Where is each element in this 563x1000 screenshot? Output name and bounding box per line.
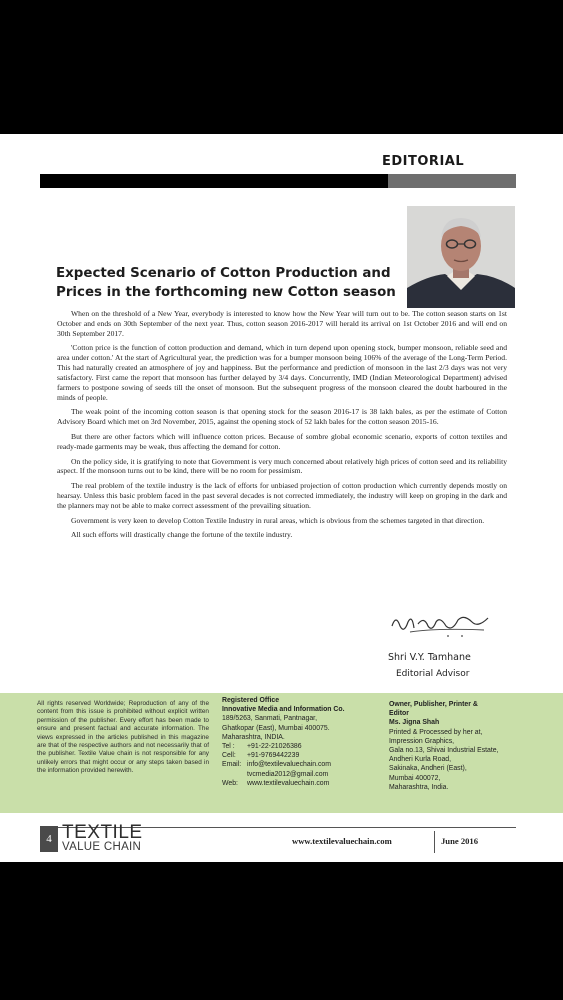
magazine-page — [0, 134, 563, 862]
cell-value: +91-9769442239 — [247, 752, 300, 760]
owner-line: Printed & Processed by her at, — [389, 728, 483, 736]
owner-block — [389, 700, 529, 792]
author-name: Shri V.Y. Tamhane — [388, 652, 471, 663]
article-paragraph: The real problem of the textile industry is the lack of efforts for unbiased projection of cotton production which currently depends mostly on hearsay. Unless this basic problem faced in the past several decades is not corrected immediately, the industry will keep on groping in the dark and the planners may not be able to make correct assessment of the prevailing situation. — [57, 481, 507, 510]
address-line: Maharashtra, INDIA. — [222, 733, 285, 741]
author-photo — [407, 206, 515, 308]
author-title: Editorial Advisor — [396, 669, 470, 679]
email-row — [222, 760, 382, 769]
cell-label: Cell: — [222, 752, 236, 760]
owner-line: Mumbai 400072, — [389, 774, 441, 782]
issue-date: June 2016 — [441, 836, 479, 846]
footer-separator — [434, 831, 435, 853]
article-paragraph: Government is very keen to develop Cotton Textile Industry in rural areas, which is obvious from the schemes targeted in that direction. — [71, 515, 485, 525]
page-number: 4 — [40, 826, 58, 852]
company-name: Innovative Media and Information Co. — [222, 706, 345, 714]
article-paragraph: All such efforts will drastically change the fortune of the textile industry. — [71, 530, 293, 540]
article-paragraph: But there are other factors which will influence cotton prices. Because of sombre global economic scenario, exports of cotton textiles and ready-made garments may be weak, thus affecting the demand for cotton. — [57, 431, 507, 451]
article-paragraph: The weak point of the incoming cotton season is that opening stock for the season 2016-17 is 38 lakh bales, as per the estimate of Cotton Advisory Board which met on 3rd November, 2015, against the opening stock of 52 lakh bales for the cotton season 2015-16. — [57, 407, 507, 427]
article-title-line: Prices in the forthcoming new Cotton season — [56, 285, 396, 300]
logo-wordmark: TEXTILE — [62, 822, 143, 843]
web-row — [222, 779, 382, 788]
email-value[interactable]: info@textilevaluechain.com — [247, 761, 331, 769]
owner-line: Andheri Kurla Road, — [389, 756, 452, 764]
footer-url[interactable]: www.textilevaluechain.com — [292, 836, 392, 846]
cell-row — [222, 751, 382, 760]
handwritten-signature — [388, 606, 498, 645]
tel-row — [222, 742, 382, 751]
article-body — [57, 309, 507, 545]
address-line: 189/5263, Sanmati, Pantnagar, — [222, 715, 318, 723]
owner-line: Maharashtra, India. — [389, 783, 449, 791]
owner-line: Sakinaka, Andheri (East), — [389, 765, 467, 773]
tel-value: +91-22-21026386 — [247, 743, 302, 751]
section-heading: EDITORIAL — [382, 154, 465, 169]
article-paragraph: When on the threshold of a New Year, everybody is interested to know how the New Year will turn out to be. The cotton season starts on 1st October and ends on 30th September of the next year. Thus, cotton season 2016-2017 will herald its arrival on 1st October 2016 and will end on 30th September 2017. — [57, 309, 507, 338]
web-label: Web: — [222, 779, 238, 787]
registered-office-block — [222, 696, 382, 788]
registered-office-heading: Registered Office — [222, 697, 280, 704]
article-title-line: Expected Scenario of Cotton Production and — [56, 266, 391, 281]
article-paragraph: 'Cotton price is the function of cotton production and demand, which in turn depend upon opening stock, bumper monsoon, reliable seed and area under cotton.' At the start of Agricultural year, the prediction was for a bumper monsoon being 106% of the average of the Long-Term Period. This had naturally created an atmosphere of joy and happiness. But the performance and prediction of monsoon in the last 2/3 days was not very satisfactory. First came the report that monsoon has further delayed by 3/4 days. Concurrently, IMD (Indian Meteorological Department) advised farmers to postpone sowing of seeds till the onset of monsoon. But the subsequent progress of the monsoon cleared the doubt harboured in the minds of people. — [57, 343, 507, 402]
header-bar — [40, 174, 516, 188]
tel-label: Tel : — [222, 743, 235, 751]
logo-subtitle: VALUE CHAIN — [62, 841, 142, 853]
owner-heading: Editor — [389, 710, 409, 718]
email-label: Email: — [222, 761, 242, 769]
owner-line: Impression Graphics, — [389, 737, 455, 745]
email-value-secondary[interactable]: tvcmedia2012@gmail.com — [247, 770, 329, 778]
owner-line: Gala no.13, Shivai Industrial Estate, — [389, 747, 499, 755]
web-value[interactable]: www.textilevaluechain.com — [247, 779, 330, 787]
owner-name: Ms. Jigna Shah — [389, 719, 440, 727]
owner-heading: Owner, Publisher, Printer & — [389, 701, 478, 708]
article-title — [56, 264, 396, 302]
header-bar-accent — [388, 174, 516, 188]
article-paragraph: On the policy side, it is gratifying to note that Government is very much concerned about relatively high prices of cotton seed and its reliability aspect. If the monsoon turns out to be kind, there will be no room for pessimism. — [57, 456, 507, 476]
disclaimer-text: All rights reserved Worldwide; Reproduction of any of the content from this issue is prohibited without explicit written permission of the publisher. Every effort has been made to ensure and present factual and accurate information. The views expressed in the articles published in this magazine are that of the respective authors and not necessarily that of the publisher. Textile Value chain is not responsible for any unlikely errors that might occur or any steps taken based in the information provided herewith. — [37, 700, 209, 775]
address-line: Ghatkopar (East), Mumbai 400075. — [222, 724, 330, 732]
